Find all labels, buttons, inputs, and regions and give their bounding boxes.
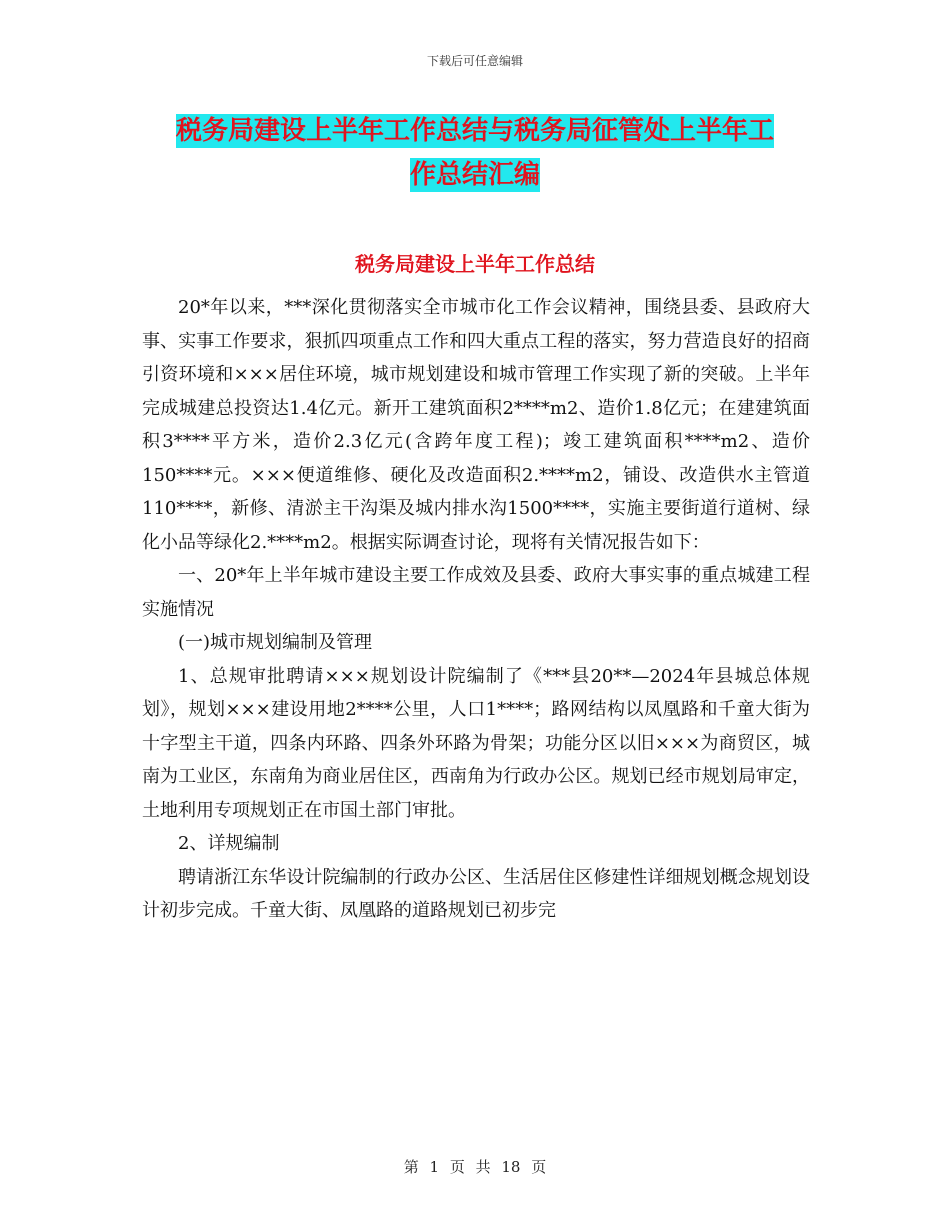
- page-number-footer: 第 1 页 共 18 页: [403, 1158, 547, 1176]
- page-header-note: 下载后可任意编辑: [426, 54, 523, 68]
- document-body: [142, 291, 810, 928]
- heading-detailed-plan: 2、详规编制: [178, 833, 280, 854]
- paragraph-intro: 20*年以来，***深化贯彻落实全市城市化工作会议精神，围绕县委、县政府大事、实事工作要求，狠抓四项重点工作和四大重点工程的落实，努力营造良好的招商引资环境和×××居住环境，城市规划建设和城市管理工作实现了新的突破。上半年完成城建总投资达1.4亿元。新开工建筑面积2****m2、造价1.8亿元；在建建筑面积3****平方米，造价2.3亿元(含跨年度工程)；竣工建筑面积****m2、造价150****元。×××便道维修、硬化及改造面积2.****m2，铺设、改造供水主管道110****，新修、清淤主干沟渠及城内排水沟1500****，实施主要街道行道树、绿化小品等绿化2.****m2。根据实际调查讨论，现将有关情况报告如下：: [142, 297, 810, 553]
- heading-subsection-one: (一)城市规划编制及管理: [178, 632, 373, 653]
- document-title-line-1: [0, 110, 950, 147]
- paragraph-master-plan: 1、总规审批聘请×××规划设计院编制了《***县20**—2024年县城总体规划》，规划×××建设用地2****公里，人口1****；路网结构以凤凰路和千童大街为十字型主干道，四条内环路、四条外环路为骨架；功能分区以旧×××为商贸区，城南为工业区，东南角为商业居住区，西南角为行政办公区。规划已经市规划局审定，土地利用专项规划正在市国土部门审批。: [142, 665, 810, 821]
- title-highlight-2: 作总结汇编: [409, 160, 540, 190]
- paragraph-detailed-plan: 聘请浙江东华设计院编制的行政办公区、生活居住区修建性详细规划概念规划设计初步完成。千童大街、凤凰路的道路规划已初步完: [142, 866, 810, 921]
- title-highlight-1: 税务局建设上半年工作总结与税务局征管处上半年工: [175, 116, 774, 146]
- section-title: 税务局建设上半年工作总结: [355, 252, 595, 276]
- document-title-line-2: [0, 154, 950, 191]
- heading-part-one: 一、20*年上半年城市建设主要工作成效及县委、政府大事实事的重点城建工程实施情况: [142, 565, 810, 620]
